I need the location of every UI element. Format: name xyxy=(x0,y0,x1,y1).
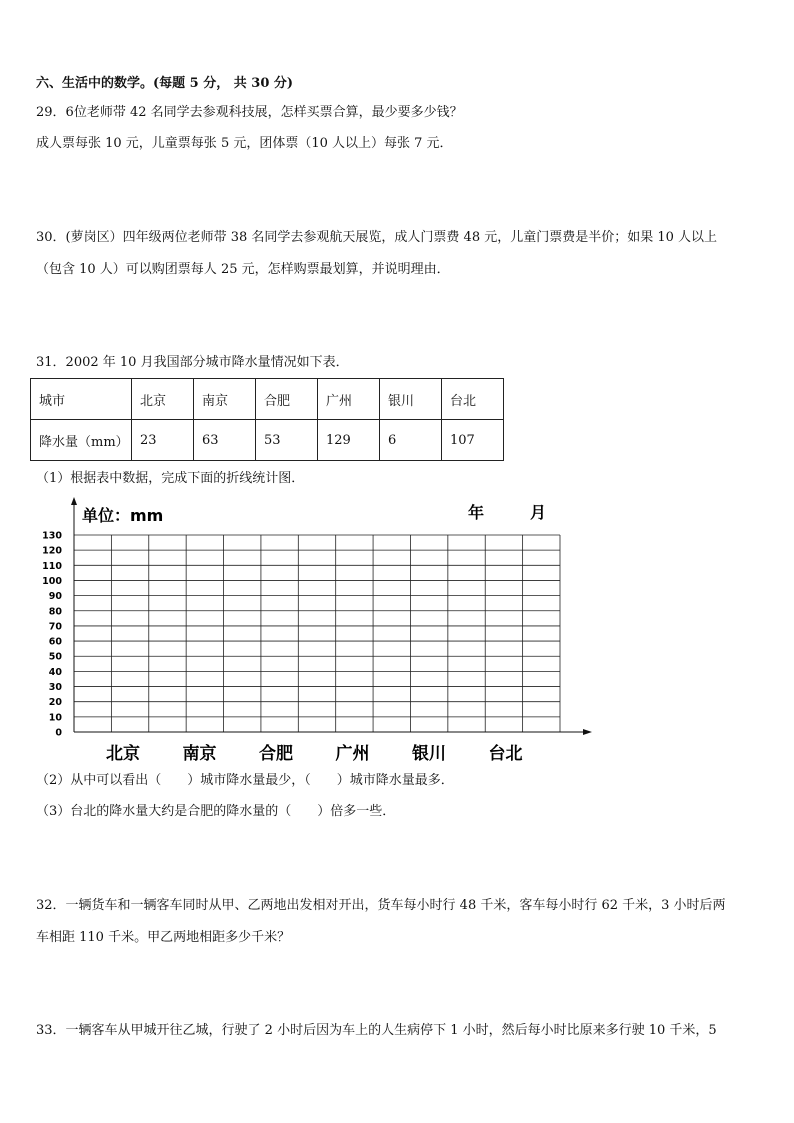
table-value: 23 xyxy=(132,420,194,461)
y-tick-label: 10 xyxy=(48,712,62,724)
x-category-label: 合肥 xyxy=(259,744,293,764)
table-value: 107 xyxy=(442,420,504,461)
question-29-line1: 29．6位老师带 42 名同学去参观科技展，怎样买票合算，最少要多少钱？ xyxy=(36,105,463,120)
y-tick-labels xyxy=(42,531,62,739)
section-title: 六、生活中的数学。(每题 5 分， 共 30 分) xyxy=(36,76,294,91)
question-31-sub2: （2）从中可以看出（ ）城市降水量最少，（ ）城市降水量最多． xyxy=(36,773,454,788)
table-value: 6 xyxy=(380,420,442,461)
question-31-sub3: （3）台北的降水量大约是合肥的降水量的（ ）倍多一些． xyxy=(36,804,396,819)
table-city: 北京 xyxy=(132,379,194,420)
table-row xyxy=(31,379,504,420)
x-category-label: 台北 xyxy=(488,744,523,764)
x-category-label: 北京 xyxy=(106,744,140,764)
question-31-sub1: （1）根据表中数据，完成下面的折线统计图． xyxy=(36,471,305,486)
table-header-label: 城市 xyxy=(31,379,132,420)
y-tick-label: 120 xyxy=(42,545,62,557)
table-city: 合肥 xyxy=(256,379,318,420)
line-chart-grid[interactable] xyxy=(30,495,600,770)
question-30-line1: 30．(萝岗区）四年级两位老师带 38 名同学去参观航天展览，成人门票费 48 元，儿童门票费是半价；如果 10 人以上 xyxy=(36,230,718,245)
question-32-line2: 车相距 110 千米。甲乙两地相距多少千米？ xyxy=(36,930,291,945)
y-tick-label: 0 xyxy=(55,727,62,739)
table-city: 银川 xyxy=(380,379,442,420)
y-tick-label: 110 xyxy=(42,560,62,572)
y-tick-label: 50 xyxy=(48,651,62,663)
table-value: 129 xyxy=(318,420,380,461)
question-31-intro: 31．2002 年 10 月我国部分城市降水量情况如下表． xyxy=(36,355,349,370)
question-33-line1: 33．一辆客车从甲城开往乙城，行驶了 2 小时后因为车上的人生病停下 1 小时，然后每小时比原来多行驶 10 千米，5 xyxy=(36,1023,717,1038)
y-tick-label: 90 xyxy=(48,591,62,603)
question-32-line1: 32．一辆货车和一辆客车同时从甲、乙两地出发相对开出，货车每小时行 48 千米，客车每小时行 62 千米，3 小时后两 xyxy=(36,898,726,913)
question-29-line2: 成人票每张 10 元，儿童票每张 5 元，团体票（10 人以上）每张 7 元． xyxy=(36,136,453,151)
question-30-line2: （包含 10 人）可以购团票每人 25 元，怎样购票最划算，并说明理由． xyxy=(36,262,450,277)
table-city: 南京 xyxy=(194,379,256,420)
month-label: 月 xyxy=(530,503,547,522)
x-category-label: 广州 xyxy=(335,744,370,764)
rainfall-table xyxy=(30,378,504,461)
y-tick-label: 60 xyxy=(48,636,62,648)
y-tick-label: 80 xyxy=(48,606,62,618)
table-row xyxy=(31,420,504,461)
y-axis-arrow xyxy=(71,497,77,505)
y-tick-label: 100 xyxy=(42,575,62,587)
chart-grid xyxy=(74,535,560,732)
table-value: 63 xyxy=(194,420,256,461)
table-city: 台北 xyxy=(442,379,504,420)
y-tick-label: 70 xyxy=(48,621,62,633)
x-category-label: 南京 xyxy=(182,744,217,764)
table-value: 53 xyxy=(256,420,318,461)
x-category-labels xyxy=(106,743,523,764)
y-tick-label: 20 xyxy=(48,697,62,709)
y-tick-label: 130 xyxy=(42,530,62,542)
year-label: 年 xyxy=(468,503,485,522)
table-city: 广州 xyxy=(318,379,380,420)
y-tick-label: 40 xyxy=(48,666,62,678)
x-axis-arrow xyxy=(583,729,592,735)
table-row-label: 降水量（mm） xyxy=(31,420,132,461)
x-category-label: 银川 xyxy=(412,744,446,764)
y-tick-label: 30 xyxy=(48,682,62,694)
unit-label: 单位：mm xyxy=(82,506,164,525)
